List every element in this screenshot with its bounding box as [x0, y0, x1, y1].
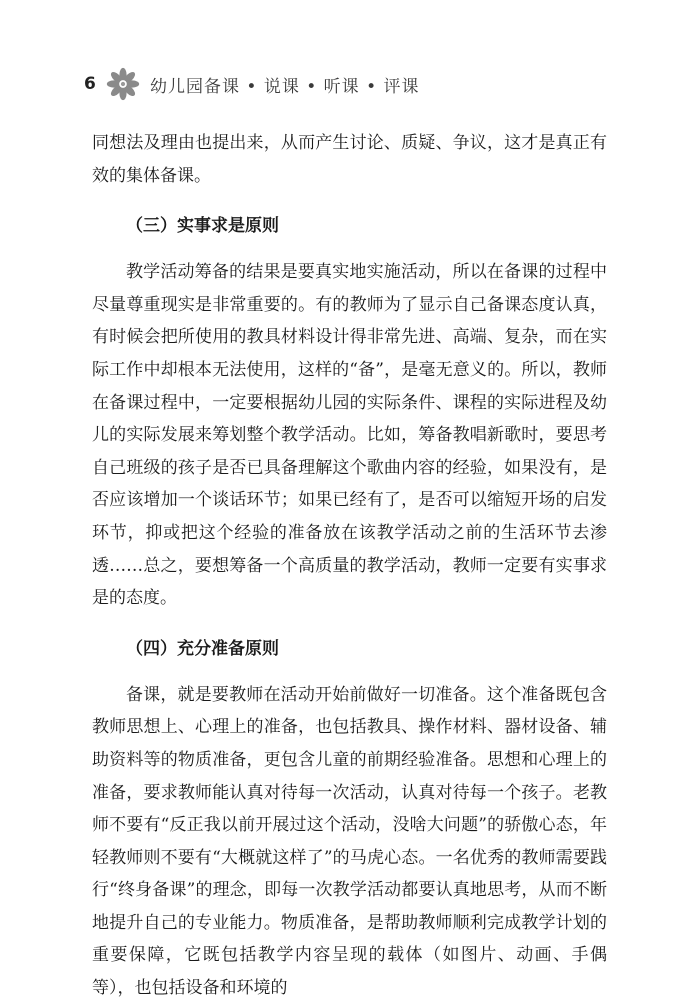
- flower-icon: [106, 67, 140, 101]
- page-body: [92, 127, 607, 1005]
- book-title: 幼儿园备课 • 说课 • 听课 • 评课: [150, 76, 420, 97]
- intro-paragraph: 同想法及理由也提出来，从而产生讨论、质疑、争议，这才是真正有效的集体备课。: [92, 133, 607, 186]
- section-heading-4: （四）充分准备原则: [126, 638, 279, 659]
- page-header: [84, 66, 420, 102]
- section-4-paragraph: 备课，就是要教师在活动开始前做好一切准备。这个准备既包含教师思想上、心理上的准备，也包括教具、操作材料、器材设备、辅助资料等的物质准备，更包含儿童的前期经验准备。思想和心理上的准备，要求教师能认真对待每一次活动，认真对待每一个孩子。老教师不要有“反正我以前开展过这个活动，没啥大问题”的骄傲心态，年轻教师则不要有“大概就这样了”的马虎心态。一名优秀的教师需要践行“终身备课”的理念，即每一次教学活动都要认真地思考，从而不断地提升自己的专业能力。物质准备，是帮助教师顺利完成教学计划的重要保障，它既包括教学内容呈现的载体（如图片、动画、手偶等），也包括设备和环境的: [92, 684, 607, 999]
- page-number: 6: [84, 74, 96, 94]
- section-heading-3: （三）实事求是原则: [126, 216, 279, 237]
- section-3-paragraph: 教学活动筹备的结果是要真实地实施活动，所以在备课的过程中尽量尊重现实是非常重要的。有的教师为了显示自己备课态度认真，有时候会把所使用的教具材料设计得非常先进、高端、复杂，而在实际工作中却根本无法使用，这样的“备”，是毫无意义的。所以，教师在备课过程中，一定要根据幼儿园的实际条件、课程的实际进程及幼儿的实际发展来筹划整个教学活动。比如，筹备教唱新歌时，要思考自己班级的孩子是否已具备理解这个歌曲内容的经验，如果没有，是否应该增加一个谈话环节；如果已经有了，是否可以缩短开场的启发环节，抑或把这个经验的准备放在该教学活动之前的生活环节去渗透……总之，要想筹备一个高质量的教学活动，教师一定要有实事求是的态度。: [92, 262, 607, 609]
